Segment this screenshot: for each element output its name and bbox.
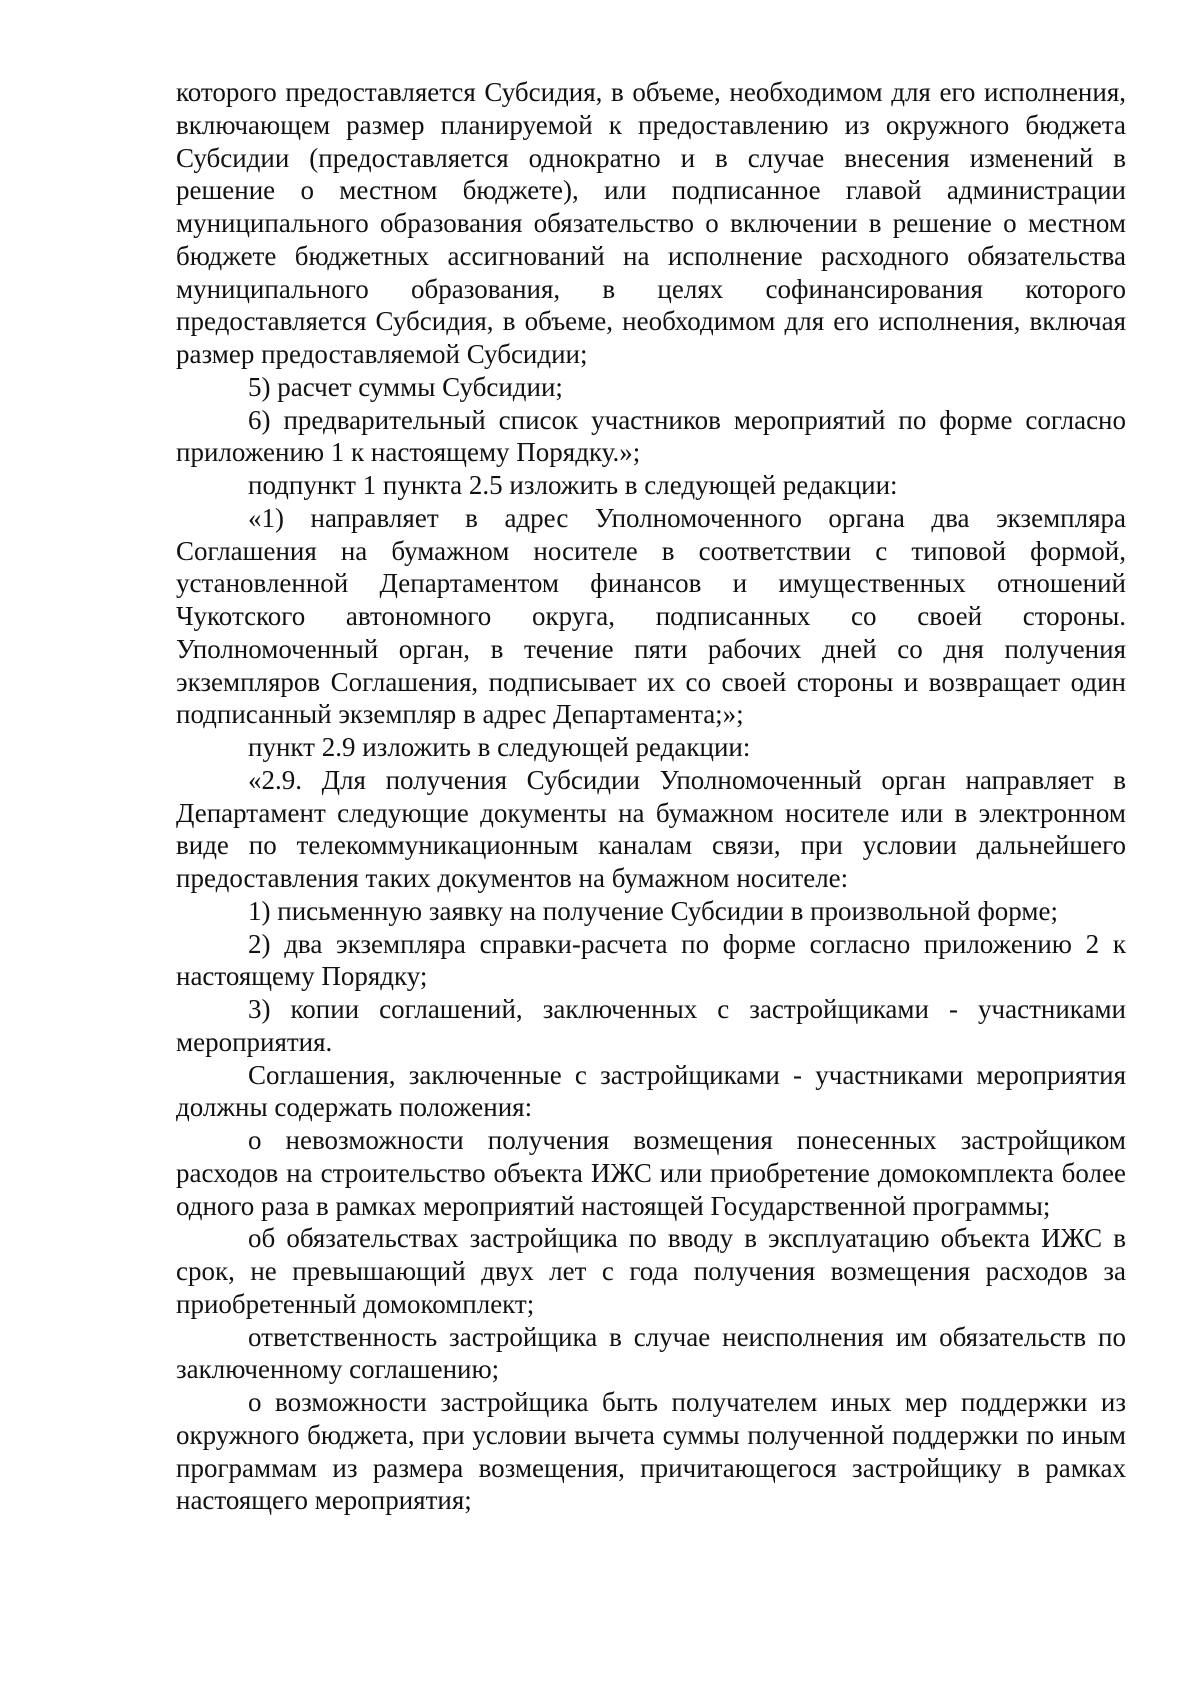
- paragraph-point-2-9-text: «2.9. Для получения Субсидии Уполномоченный орган направляет в Департамент следующие документы на бумажном носителе или в электронном виде по телекоммуникационным каналам связи, при условии дальнейшего предоставления таких документов на бумажном носителе:: [176, 764, 1126, 893]
- paragraph-doc-item-1: 1) письменную заявку на получение Субсидии в произвольной форме;: [248, 895, 1058, 926]
- paragraph-item-6: 6) предварительный список участников мероприятий по форме согласно приложению 1 к настоящему Порядку.»;: [176, 404, 1126, 468]
- paragraph-provision-commissioning: об обязательствах застройщика по вводу в эксплуатацию объекта ИЖС в срок, не превышающий двух лет с года получения возмещения расходов за приобретенный домокомплект;: [176, 1223, 1126, 1319]
- document-page: [176, 76, 1126, 1517]
- paragraph-point-2-9-heading: пункт 2.9 изложить в следующей редакции:: [248, 732, 751, 762]
- paragraph-subpoint-2-5-text: «1) направляет в адрес Уполномоченного органа два экземпляра Соглашения на бумажном носителе в соответствии с типовой формой, установленной Департаментом финансов и имущественных отношений Чукотского автономного округа, подписанных со своей стороны. Уполномоченный орган, в течение пяти рабочих дней со дня получения экземпляров Соглашения, подписывает их со своей стороны и возвращает один подписанный экземпляр в адрес Департамента;»;: [176, 502, 1126, 730]
- paragraph-provision-responsibility: ответственность застройщика в случае неисполнения им обязательств по заключенному соглашению;: [176, 1321, 1126, 1385]
- paragraph-agreements-heading: Соглашения, заключенные с застройщиками - участниками мероприятия должны содержать положения:: [176, 1059, 1126, 1123]
- paragraph-provision-reimbursement: о невозможности получения возмещения понесенных застройщиком расходов на строительство объекта ИЖС или приобретение домокомплекта более одного раза в рамках мероприятий настоящей Государственной программы;: [176, 1125, 1126, 1221]
- paragraph-provision-other-support: о возможности застройщика быть получателем иных мер поддержки из окружного бюджета, при условии вычета суммы полученной поддержки по иным программам из размера возмещения, причитающегося застройщику в рамках настоящего мероприятия;: [176, 1387, 1126, 1516]
- paragraph-subpoint-2-5-heading: подпункт 1 пункта 2.5 изложить в следующей редакции:: [248, 470, 898, 500]
- paragraph-doc-item-2: 2) два экземпляра справки-расчета по форме согласно приложению 2 к настоящему Порядку;: [176, 928, 1126, 992]
- paragraph-doc-item-3: 3) копии соглашений, заключенных с застройщиками - участниками мероприятия.: [176, 994, 1126, 1057]
- paragraph-item-5: 5) расчет суммы Субсидии;: [248, 371, 563, 402]
- paragraph-subsidy-obligation: которого предоставляется Субсидия, в объеме, необходимом для его исполнения, включающем размер планируемой к предоставлению из окружного бюджета Субсидии (предоставляется однократно и в случае внесения изменений в решение о местном бюджете), или подписанное главой администрации муниципального образования обязательство о включении в решение о местном бюджете бюджетных ассигнований на исполнение расходного обязательства муниципального образования, в целях софинансирования которого предоставляется Субсидия, в объеме, необходимом для его исполнения, включая размер предоставляемой Субсидии;: [176, 77, 1126, 369]
